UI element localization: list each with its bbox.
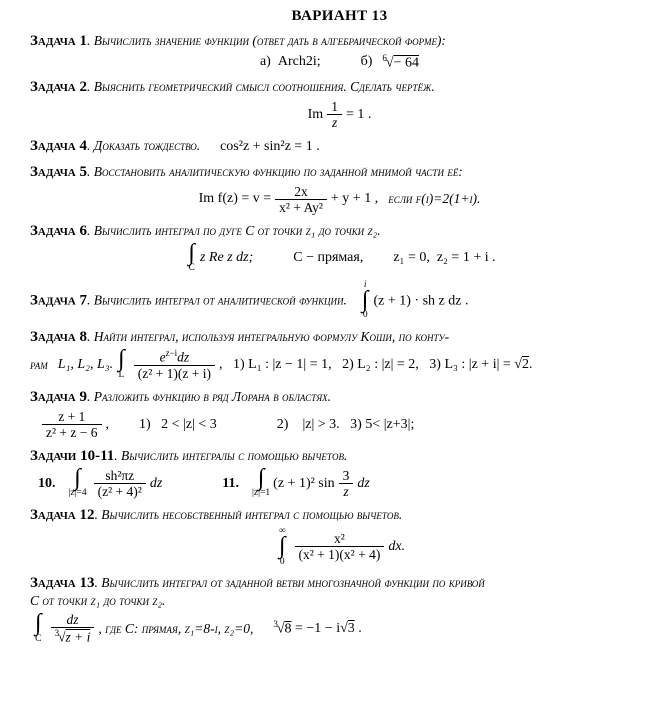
root-index: 3 [273,619,278,630]
fraction-denominator: x² + Ay² [275,199,327,215]
integral-lower-limit: C [188,263,195,274]
fraction [339,468,354,499]
task-12-desc: . Вычислить несобственный интеграл с помощью вычетов. [94,507,403,523]
task-4 [30,137,649,156]
fraction [42,409,102,440]
fraction-denominator: (z² + 1)(z + i) [134,365,215,381]
contour-integral-11 [252,465,271,499]
task-10-number: 10. [38,475,56,491]
contour-definition: C − прямая, [293,250,364,266]
sixth-root [382,53,419,72]
radicand: − 64 [393,55,420,71]
integral-lower-limit: 0 [279,556,285,567]
task-6-heading [30,222,649,241]
contour-conditions: , 1) L₁ : |z − 1| = 1, 2) L₂ : |z| = 2, 3) L₃ : |z + i| = [219,356,515,372]
item-a: а) Arch2i; [259,54,321,70]
task-2 [30,78,649,130]
fraction [94,468,146,499]
task-9 [30,388,649,440]
task-12 [30,506,649,567]
fraction [327,99,342,130]
task-1-desc: . Вычислить значение функции (ответ дать в алгебраической форме): [86,33,446,48]
task-13-formula [30,612,649,645]
sqrt-three [340,621,355,637]
task-2-heading [30,78,649,97]
task-7 [30,281,649,321]
task-13-heading [30,574,649,593]
task-6-formula [30,239,649,274]
task-12-heading [30,506,649,525]
task-8-label: Задача 8 [30,328,87,345]
task-6-label: Задача 6 [30,223,87,240]
radical-sign: √ [340,620,348,636]
fraction-numerator: z + 1 [58,408,86,424]
task-8-desc-line2: рам [30,356,48,372]
contour-names: L₁, L₂, L₃. [57,356,114,372]
integral-sign: ∫ [35,610,42,637]
task-2-formula [30,99,649,130]
tasks-10-11-label: Задачи 10-11 [30,448,115,465]
task-5 [30,163,649,215]
imaginary-part-lhs: Im f(z) = v = [198,191,272,207]
contour-integral [33,610,44,644]
integrand: z Re z dz; [199,250,254,266]
integral-sign: ∫ [278,533,286,560]
task-13-desc-line2-wrap [30,593,649,611]
task-8 [30,328,649,381]
sentence-end: . [354,620,362,636]
task-1-label: Задача 1 [30,33,87,49]
task-4-desc: . Доказать тождество. [86,138,201,154]
fraction-denominator: (z² + 4)² [94,483,146,499]
fraction-numerator: dz [66,612,79,628]
task-9-desc: . Разложить функцию в ряд Лорана в областях. [86,389,331,405]
fraction [134,348,215,381]
task-6 [30,222,649,273]
task-13-desc-line2: C от точки z₁ до точки z₂. [30,592,166,608]
integral-sign: ∫ [118,346,125,373]
radicand: 2 [521,356,529,372]
integral-lower-limit: C [35,633,42,644]
differential: dx. [388,538,406,554]
tasks-10-11 [30,447,649,499]
fraction [51,612,95,645]
root-index: 6 [382,52,387,63]
fraction [275,184,327,215]
fraction-denominator [51,627,95,645]
task-5-heading [30,163,649,182]
task-1 [30,32,649,71]
task-7-desc: . Вычислить интеграл от аналитической функции. [86,291,347,307]
fraction-numerator [134,348,215,365]
fraction-numerator: x² [334,531,345,547]
item-b-marker: б) [360,54,373,70]
task-4-heading [30,137,649,156]
radicand: 8 [284,622,292,637]
task-2-desc: . Выяснить геометрический смысл соотношения. Сделать чертёж. [86,79,435,95]
contour-integral [116,346,127,380]
square-root [514,357,529,373]
exp-base: e [159,349,166,365]
task-13 [30,574,649,645]
fraction-numerator: 3 [342,467,350,483]
task-1-heading [30,32,649,51]
task-4-label: Задача 4 [30,138,87,155]
task-5-desc: . Восстановить аналитическую функцию по заданной мнимой части её: [86,164,463,180]
integrand-prefix: (z + 1)² sin [273,475,335,491]
branch-value: = −1 − i [291,620,341,636]
task-13-label: Задача 13 [30,575,95,592]
im-operator: Im [307,106,324,122]
task-4-identity: cos²z + sin²z = 1 . [220,139,320,155]
fraction-numerator: 1 [331,99,338,115]
task-13-condition: , где C: прямая, z₁=8-i, z₂=0, [98,620,254,636]
integral-lower-limit: 0 [362,310,368,321]
formula-tail: + y + 1 , [330,191,379,207]
task-8-heading [30,328,649,347]
fraction-denominator: z [339,483,354,499]
task-5-label: Задача 5 [30,164,87,181]
radical-sign: √ [514,356,522,372]
integral-sign: ∫ [74,465,81,492]
task-9-formula [30,409,649,440]
fraction-numerator: 2x [294,183,308,199]
task-9-label: Задача 9 [30,389,87,406]
radicand: 3 [347,620,355,636]
task-13-desc-line1: . Вычислить интеграл от заданной ветви многозначной функции по кривой [94,575,485,591]
fraction-denominator: z [327,114,342,130]
differential: dz [149,475,163,491]
radical-sign: √ [385,55,394,71]
tasks-10-11-heading [30,447,649,466]
task-2-label: Задача 2 [30,79,87,96]
fraction-denominator: z² + z − 6 [42,424,102,440]
improper-integral [277,527,288,567]
task-1-formula [30,53,649,72]
root-index: 3 [54,628,60,639]
contour-integral [186,239,197,274]
task-5-formula [30,184,649,215]
differential: dz [177,349,190,365]
integral-lower-limit: |z|=4 [68,488,87,499]
task-11-number: 11. [222,475,240,491]
task-8-formula-line [30,348,649,381]
task-8-desc-line1: . Найти интеграл, используя интегральную формулу Коши, по конту- [86,328,450,344]
differential: dz [357,475,370,491]
radicand: z + i [65,629,91,645]
definite-integral [360,281,371,321]
tasks-10-11-desc: . Вычислить интегралы с помощью вычетов. [114,448,348,464]
task-7-heading [30,281,649,321]
sentence-end: . [528,356,533,372]
tasks-10-11-formulas [30,465,649,500]
fraction [295,531,385,562]
cube-root-equation [273,619,291,638]
comma: , [105,416,110,432]
integral-lower-limit: |z|=1 [252,488,271,499]
page-title: ВАРИАНТ 13 [291,8,388,24]
region-1: 1) 2 < |z| < 3 [139,416,217,432]
fraction-denominator: (x² + 1)(x² + 4) [295,546,385,562]
integral-upper-limit: i [363,279,367,290]
integrand: (z + 1) · sh z dz . [373,292,469,308]
integral-upper-limit: ∞ [278,525,286,536]
equals-value: = 1 . [345,106,372,122]
task-7-label: Задача 7 [30,291,87,308]
radical-sign: √ [58,629,66,645]
regions-2-3: 2) |z| > 3. 3) 5< |z+3|; [276,416,415,432]
radical-sign: √ [276,622,285,637]
task-12-formula [30,527,649,567]
integral-sign: ∫ [257,465,265,492]
fraction-numerator: sh²πz [105,467,135,483]
task-12-label: Задача 12 [30,507,95,524]
task-5-condition: если f(i)=2(1+i). [388,191,481,207]
task-6-desc: . Вычислить интеграл по дуге C от точки z₁ до точки z₂. [86,223,381,239]
integral-lower-limit: L [118,369,125,380]
contour-integral-10 [68,465,87,499]
exp-exponent: z−i [165,348,178,359]
integral-sign: ∫ [361,287,369,314]
task-9-heading [30,388,649,407]
endpoint-values: z₁ = 0, z₂ = 1 + i . [393,250,496,266]
integral-sign: ∫ [188,239,195,266]
